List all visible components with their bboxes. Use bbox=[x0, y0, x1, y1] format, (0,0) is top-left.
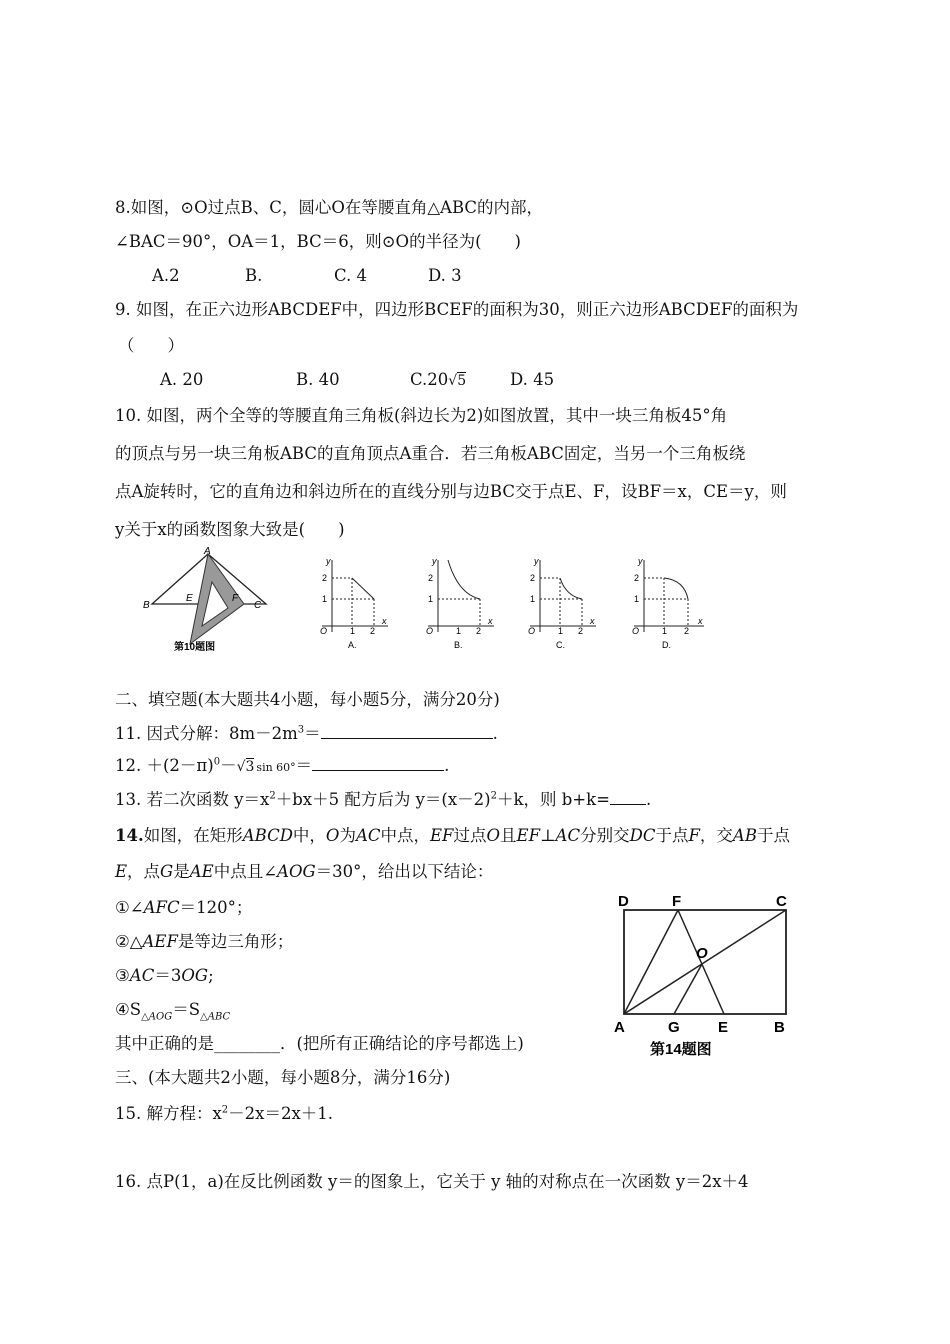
label-c: C bbox=[776, 893, 787, 910]
label-e: E bbox=[186, 593, 193, 604]
q9-option-b: B. 40 bbox=[296, 370, 340, 389]
q13-c: ＋k，则 b+k= bbox=[496, 790, 610, 809]
text: ＝120°； bbox=[179, 898, 253, 917]
q14-conclusion-3 bbox=[115, 966, 214, 986]
text: ; bbox=[208, 966, 214, 985]
text: ，点 bbox=[127, 862, 161, 881]
q15-a: 15. 解方程：x bbox=[115, 1104, 222, 1123]
graph-b bbox=[418, 552, 498, 652]
sqrt-sign: √ bbox=[236, 759, 246, 775]
text: 于点 bbox=[756, 826, 790, 845]
y-tick-2: 2 bbox=[322, 573, 328, 583]
q10-figure-caption: 第10题图 bbox=[174, 642, 216, 653]
q12-blank[interactable] bbox=[312, 756, 444, 771]
q12-tail: ＝ bbox=[295, 756, 313, 775]
section3-heading: 三、(本大题共2小题，每小题8分，满分16分) bbox=[115, 1068, 451, 1087]
q9-line2: （ ） bbox=[118, 336, 184, 355]
label-o: O bbox=[696, 945, 708, 962]
label-d: D bbox=[618, 893, 629, 910]
q11-end: . bbox=[492, 724, 498, 743]
y-axis-label: y bbox=[432, 556, 437, 566]
q8-option-c: C. 4 bbox=[334, 266, 368, 285]
q12-func: sin 60° bbox=[256, 761, 296, 774]
q10-line4: y关于x的函数图象大致是( ) bbox=[115, 520, 345, 539]
text: 中点， bbox=[380, 826, 430, 845]
x-tick-2: 2 bbox=[578, 626, 584, 636]
q9-option-c bbox=[410, 370, 466, 391]
text: 是 bbox=[173, 862, 190, 881]
text: 中点且∠ bbox=[213, 862, 278, 881]
text: ．(把所有正确结论的序号都选上) bbox=[280, 1034, 524, 1053]
function-curve bbox=[448, 560, 480, 599]
text: ③ bbox=[115, 966, 130, 985]
y-axis-label: y bbox=[534, 556, 539, 566]
graph-d bbox=[624, 552, 708, 652]
q15-exp: 2 bbox=[221, 1104, 229, 1116]
text: 其中正确的是 bbox=[115, 1034, 214, 1053]
y-tick-1: 1 bbox=[428, 594, 434, 604]
text: DC bbox=[629, 826, 656, 845]
q14-answer-line bbox=[115, 1034, 524, 1054]
q12-text: 12. ＋(2－π) bbox=[115, 756, 214, 775]
q14-conclusion-2 bbox=[115, 932, 293, 952]
q14-conclusion-4 bbox=[115, 1000, 231, 1023]
q14-number: 14. bbox=[115, 826, 144, 845]
sqrt-sign: √ bbox=[448, 373, 458, 389]
q12-mid: － bbox=[220, 756, 237, 775]
text: EF⊥AC bbox=[516, 826, 581, 845]
text: △AOG bbox=[141, 1011, 173, 1023]
label-c: C bbox=[254, 600, 262, 611]
text: AC bbox=[355, 826, 381, 845]
function-curve bbox=[352, 578, 374, 599]
q14-figure-caption: 第14题图 bbox=[650, 1041, 712, 1058]
q16: 16. 点P(1，a)在反比例函数 y＝的图象上，它关于 y 轴的对称点在一次函数 y＝2x＋4 bbox=[115, 1172, 749, 1191]
q12-sqrt-arg: 3 bbox=[245, 759, 255, 775]
q13-exp2: 2 bbox=[490, 790, 497, 802]
q13-blank[interactable] bbox=[610, 790, 646, 805]
text: O bbox=[486, 826, 501, 845]
x-tick-1: 1 bbox=[558, 626, 564, 636]
text: ＝30°，给出以下结论： bbox=[315, 862, 494, 881]
function-curve bbox=[664, 578, 688, 599]
q14-figure bbox=[610, 892, 800, 1062]
q9-option-c-label: C.20 bbox=[410, 370, 449, 389]
text: 分别交 bbox=[580, 826, 630, 845]
q8-option-a: A.2 bbox=[152, 266, 180, 285]
text: ①∠ bbox=[115, 898, 144, 917]
text: AB bbox=[732, 826, 757, 845]
text: O bbox=[325, 826, 340, 845]
graph-c bbox=[520, 552, 600, 652]
text: ，交 bbox=[699, 826, 733, 845]
origin-label: O bbox=[426, 626, 434, 636]
text: ②△ bbox=[115, 932, 143, 951]
label-e: E bbox=[718, 1019, 729, 1036]
y-axis-label: y bbox=[638, 556, 643, 566]
x-axis-label: x bbox=[488, 616, 493, 626]
x-axis-label: x bbox=[698, 616, 703, 626]
q13-end: . bbox=[645, 790, 652, 809]
q8-option-d: D. 3 bbox=[428, 266, 462, 285]
label-b: B bbox=[774, 1019, 785, 1036]
text: ABCD bbox=[242, 826, 293, 845]
segment-af bbox=[624, 910, 678, 1014]
origin-label: O bbox=[632, 626, 640, 636]
graph-caption: B. bbox=[454, 640, 463, 650]
x-tick-2: 2 bbox=[684, 626, 690, 636]
y-tick-1: 1 bbox=[530, 594, 536, 604]
q15 bbox=[115, 1104, 333, 1124]
text: 为 bbox=[339, 826, 356, 845]
text: AOG bbox=[277, 862, 316, 881]
q11-blank[interactable] bbox=[321, 724, 493, 739]
text: △ABC bbox=[200, 1011, 231, 1023]
text: EF bbox=[430, 826, 454, 845]
graph-caption: C. bbox=[556, 640, 565, 650]
q8-option-b: B. bbox=[245, 266, 263, 285]
x-axis-label: x bbox=[590, 616, 595, 626]
q14-blank[interactable]: ________ bbox=[214, 1034, 280, 1053]
origin-label: O bbox=[528, 626, 536, 636]
q10-line2: 的顶点与另一块三角板ABC的直角顶点A重合．若三角板ABC固定，当另一个三角板绕 bbox=[115, 444, 746, 463]
q12-end: . bbox=[444, 756, 450, 775]
text: 过点 bbox=[453, 826, 487, 845]
section2-heading: 二、填空题(本大题共4小题，每小题5分，满分20分) bbox=[115, 690, 500, 709]
y-tick-2: 2 bbox=[428, 573, 434, 583]
x-axis-label: x bbox=[382, 616, 387, 626]
label-f: F bbox=[232, 593, 239, 604]
text: E bbox=[115, 862, 128, 881]
q9-sqrt-arg: 5 bbox=[457, 373, 467, 389]
x-tick-1: 1 bbox=[662, 626, 668, 636]
q12-exp: 0 bbox=[213, 756, 221, 768]
label-g: G bbox=[668, 1019, 680, 1036]
y-tick-1: 1 bbox=[322, 594, 328, 604]
q11-exp: 3 bbox=[297, 724, 305, 736]
q14-line2 bbox=[115, 862, 493, 882]
x-tick-2: 2 bbox=[476, 626, 482, 636]
q11 bbox=[115, 724, 498, 744]
x-tick-1: 1 bbox=[456, 626, 462, 636]
x-tick-1: 1 bbox=[350, 626, 356, 636]
q8-line2: ∠BAC＝90°，OA＝1，BC＝6，则⊙O的半径为( ) bbox=[115, 232, 521, 251]
q11-tail: ＝ bbox=[304, 724, 321, 743]
q13-a: 13. 若二次函数 y＝x bbox=[115, 790, 270, 809]
label-b: B bbox=[143, 600, 150, 611]
text: 如图，在矩形 bbox=[143, 826, 243, 845]
text: 且 bbox=[500, 826, 517, 845]
label-f: F bbox=[672, 893, 682, 910]
q12 bbox=[115, 756, 449, 778]
q10-line1: 10. 如图，两个全等的等腰直角三角板(斜边长为2)如图放置，其中一块三角板45°角 bbox=[115, 406, 728, 425]
text: 是等边三角形； bbox=[177, 932, 294, 951]
label-a: A bbox=[614, 1019, 625, 1036]
y-tick-2: 2 bbox=[530, 573, 536, 583]
diagonal-ac bbox=[624, 910, 786, 1014]
graph-a bbox=[312, 552, 392, 652]
text: AE bbox=[189, 862, 214, 881]
q10-figure bbox=[140, 546, 275, 658]
text: ④S bbox=[115, 1000, 142, 1019]
y-axis-label: y bbox=[326, 556, 331, 566]
text: AEF bbox=[142, 932, 178, 951]
q13-b: ＋bx＋5 配方后为 y＝(x－2) bbox=[275, 790, 491, 809]
text: ＝3 bbox=[154, 966, 182, 985]
text: ＝S bbox=[172, 1000, 201, 1019]
q10-line3: 点A旋转时，它的直角边和斜边所在的直线分别与边BC交于点E、F，设BF＝x，CE＝y，则 bbox=[115, 482, 787, 501]
text: G bbox=[160, 862, 174, 881]
q15-b: －2x＝2x＋1. bbox=[228, 1104, 334, 1123]
q13-exp1: 2 bbox=[269, 790, 276, 802]
q14-conclusion-1 bbox=[115, 898, 252, 918]
text: 于点 bbox=[655, 826, 689, 845]
q9-line1: 9. 如图，在正六边形ABCDEF中，四边形BCEF的面积为30，则正六边形ABCDEF的面积为 bbox=[115, 300, 799, 319]
text: AC bbox=[129, 966, 155, 985]
graph-caption: D. bbox=[662, 640, 671, 650]
q9-option-d: D. 45 bbox=[510, 370, 555, 389]
text: AFC bbox=[143, 898, 180, 917]
segment-fe bbox=[678, 910, 724, 1014]
y-tick-2: 2 bbox=[634, 573, 640, 583]
function-curve bbox=[560, 578, 582, 599]
segment-go bbox=[674, 964, 702, 1014]
text: F bbox=[688, 826, 700, 845]
q13 bbox=[115, 790, 651, 810]
q8-line1: 8.如图，⊙O过点B、C，圆心O在等腰直角△ABC的内部， bbox=[115, 198, 544, 217]
text: OG bbox=[181, 966, 209, 985]
x-tick-2: 2 bbox=[370, 626, 376, 636]
origin-label: O bbox=[320, 626, 328, 636]
y-tick-1: 1 bbox=[634, 594, 640, 604]
q9-option-a: A. 20 bbox=[160, 370, 204, 389]
q11-text: 11. 因式分解：8m－2m bbox=[115, 724, 298, 743]
label-a: A bbox=[204, 546, 211, 557]
graph-caption: A. bbox=[348, 640, 357, 650]
q14-line1 bbox=[115, 826, 790, 846]
text: 中， bbox=[292, 826, 326, 845]
